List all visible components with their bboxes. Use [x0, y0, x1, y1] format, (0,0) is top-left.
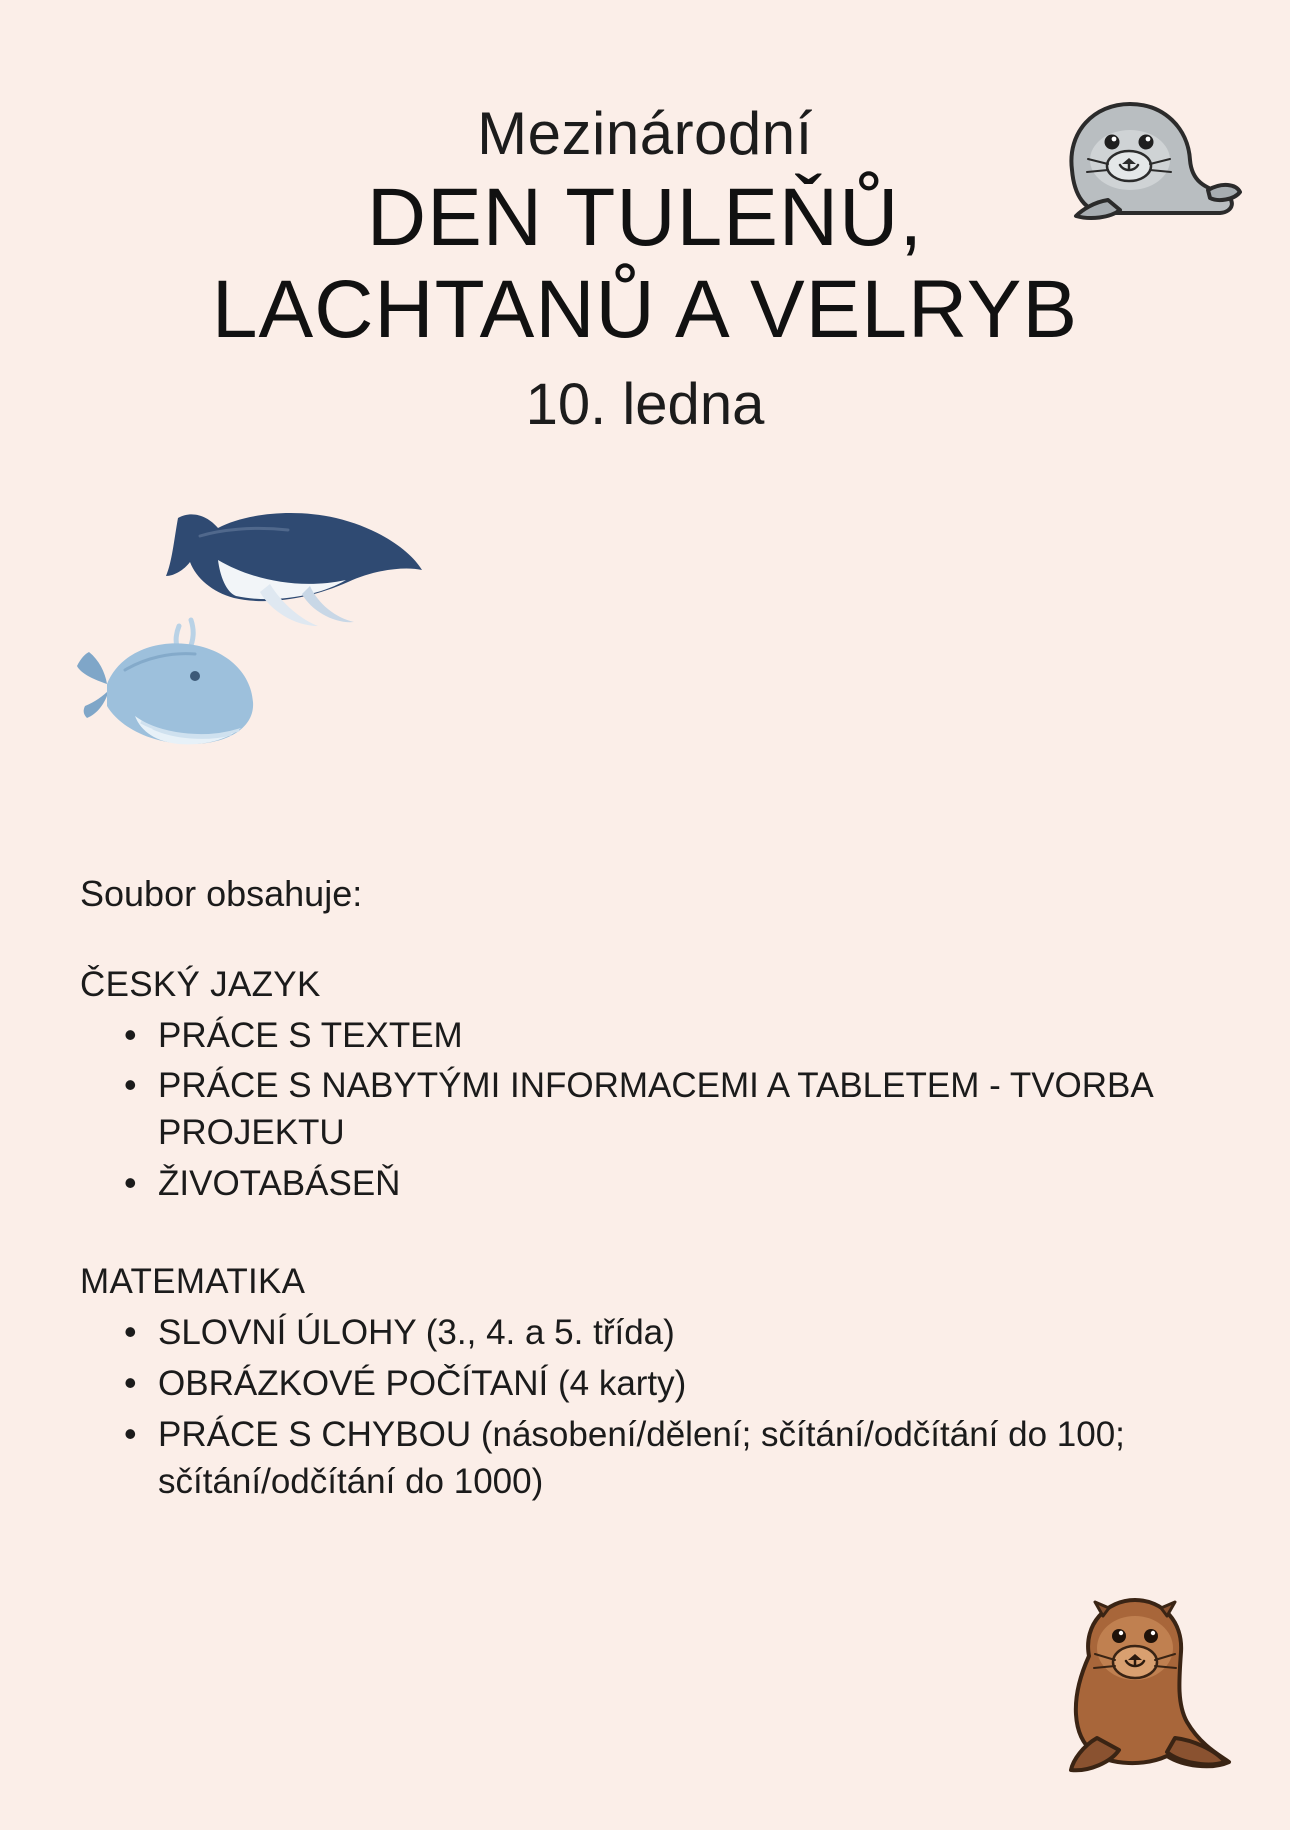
sea-lion-illustration — [1025, 1570, 1235, 1790]
list-item: • PRÁCE S TEXTEM — [122, 1013, 1200, 1060]
section-czech-language — [80, 965, 1200, 1209]
title-line-1: DEN TULEŇŮ, — [366, 172, 924, 264]
list-item: • PRÁCE S NABYTÝMI INFORMACEMI A TABLETEM - TVORBA PROJEKTU — [122, 1063, 1200, 1157]
list-math — [80, 1310, 1200, 1506]
content-body — [80, 870, 1200, 1546]
list-item: • OBRÁZKOVÉ POČÍTANÍ (4 karty) — [122, 1361, 1200, 1408]
pre-title-text: Mezinárodní — [477, 100, 813, 167]
intro-text: Soubor obsahuje: — [80, 873, 363, 914]
list-czech — [80, 1013, 1200, 1209]
title-line-2: LACHTANŮ A VELRYB — [211, 263, 1079, 355]
seal-illustration — [1012, 60, 1242, 250]
section-heading-czech: ČESKÝ JAZYK — [80, 964, 321, 1004]
list-item: • ŽIVOTABÁSEŇ — [122, 1161, 1200, 1208]
blue-whale-illustration — [75, 610, 285, 755]
section-mathematics — [80, 1262, 1200, 1506]
list-item: • PRÁCE S CHYBOU (násobení/dělení; sčítání/odčítání do 100; sčítání/odčítání do 1000) — [122, 1412, 1200, 1506]
list-item: • SLOVNÍ ÚLOHY (3., 4. a 5. třída) — [122, 1310, 1200, 1357]
event-date: 10. ledna — [525, 372, 765, 438]
section-heading-math: MATEMATIKA — [80, 1262, 306, 1302]
